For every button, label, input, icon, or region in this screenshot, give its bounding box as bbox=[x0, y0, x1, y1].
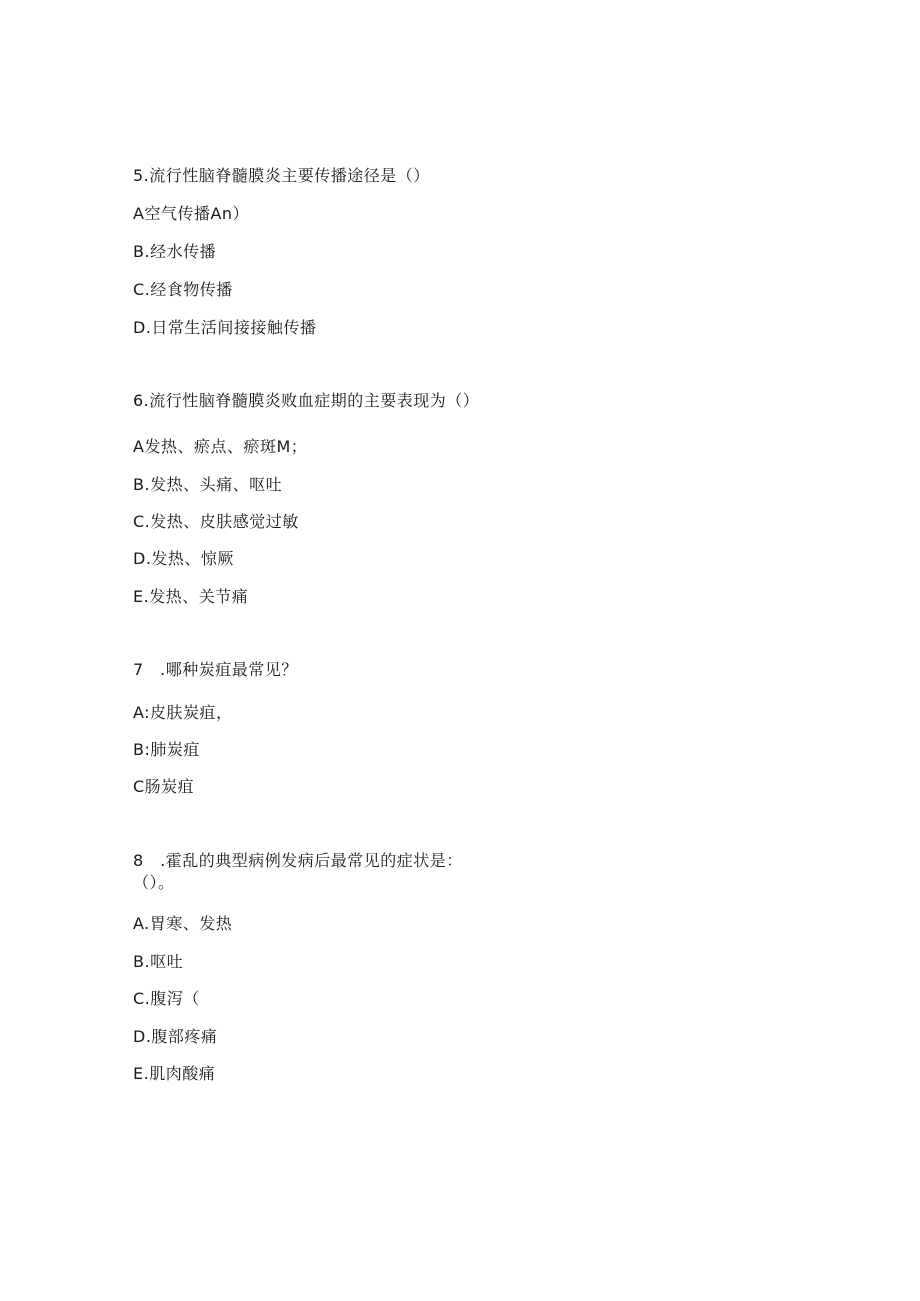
question-6-stem: 6.流行性脑脊髓膜炎败血症期的主要表现为（） bbox=[133, 391, 480, 410]
question-6-option-b: B.发热、头痛、呕吐 bbox=[133, 475, 283, 494]
question-5-option-c: C.经食物传播 bbox=[133, 280, 233, 299]
question-8-option-a: A.胃寒、发热 bbox=[133, 914, 233, 933]
question-7-stem: 7 .哪种炭疽最常见？ bbox=[133, 660, 298, 679]
question-5-option-b: B.经水传播 bbox=[133, 242, 217, 261]
question-5-stem: 5.流行性脑脊髓膜炎主要传播途径是（） bbox=[133, 166, 430, 185]
question-7-option-a: A:皮肤炭疽， bbox=[133, 703, 233, 722]
question-8-option-c: C.腹泻（ bbox=[133, 989, 200, 1008]
question-6-option-d: D.发热、惊厥 bbox=[133, 549, 234, 568]
question-6-option-a: A发热、瘀点、瘀斑M； bbox=[133, 437, 308, 456]
question-8-stem-continuation: （）。 bbox=[133, 873, 175, 892]
question-7-option-b: B:肺炭疽 bbox=[133, 740, 200, 759]
question-8-option-b: B.呕吐 bbox=[133, 952, 184, 971]
question-6-option-c: C.发热、皮肤感觉过敏 bbox=[133, 512, 299, 531]
question-8-stem: 8 .霍乱的典型病例发病后最常见的症状是： bbox=[133, 851, 463, 870]
question-5-option-a: A空气传播An） bbox=[133, 204, 250, 223]
question-8-option-e: E.肌肉酸痛 bbox=[133, 1064, 216, 1083]
question-7-option-c: C肠炭疽 bbox=[133, 777, 195, 796]
question-8-option-d: D.腹部疼痛 bbox=[133, 1027, 218, 1046]
question-6-option-e: E.发热、关节痛 bbox=[133, 587, 249, 606]
question-5-option-d: D.日常生活间接接触传播 bbox=[133, 318, 317, 337]
